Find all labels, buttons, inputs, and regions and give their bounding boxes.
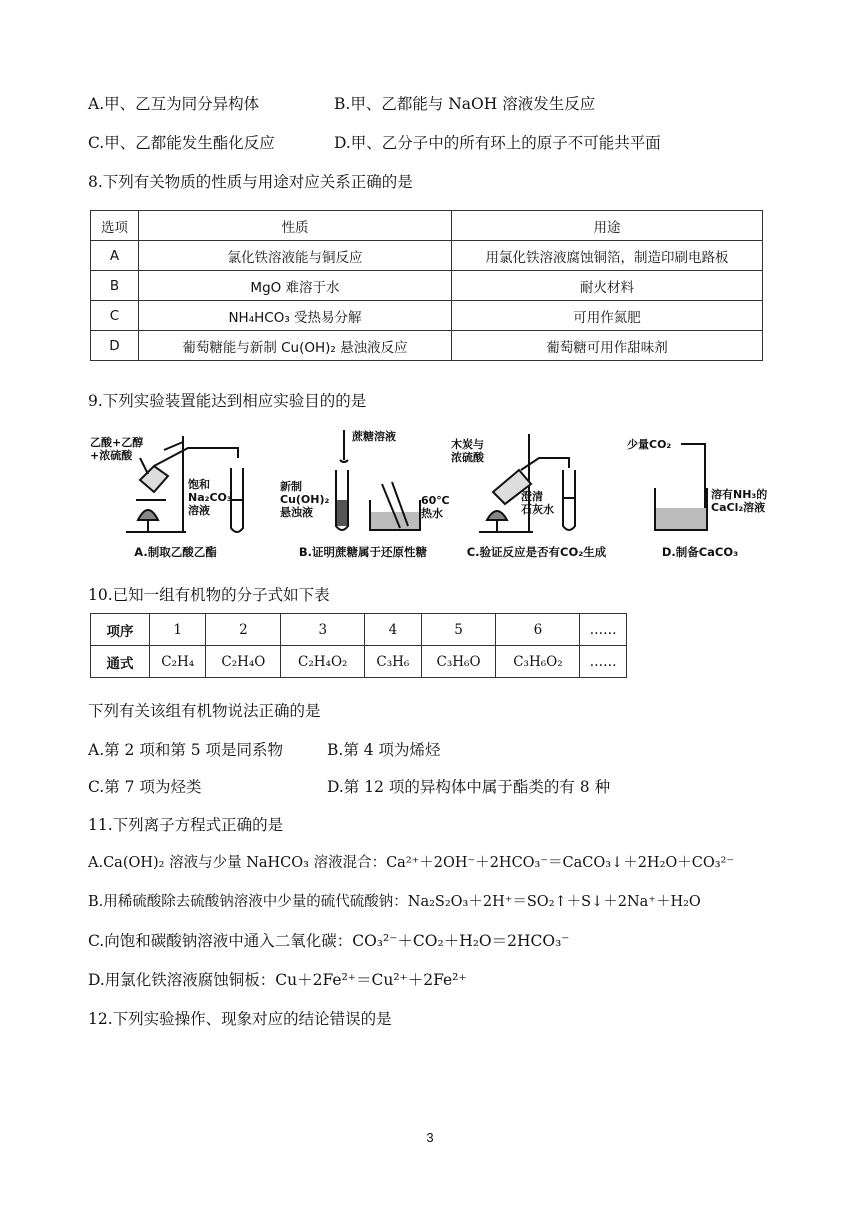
caption-b: B.证明蔗糖属于还原性糖 [298,545,428,559]
table-row [91,241,763,271]
q11-option-a: A.Ca(OH)₂ 溶液与少量 NaHCO₃ 溶液混合：Ca²⁺＋2OH⁻＋2HCO₃⁻＝CaCO₃↓＋2H₂O＋CO₃²⁻ [88,855,735,871]
table-row [91,271,763,301]
row-use: 葡萄糖可用作甜味剂 [452,331,763,361]
row-head-index: 项序 [91,614,150,646]
row-use: 用氯化铁溶液腐蚀铜箔，制造印刷电路板 [452,241,763,271]
row-property: 葡萄糖能与新制 Cu(OH)₂ 悬浊液反应 [139,331,452,361]
table-cell: …… [580,646,627,678]
caption-c: C.验证反应是否有CO₂生成 [466,545,607,559]
header-use: 用途 [452,211,763,241]
row-option: A [91,241,139,271]
q8-stem: 8.下列有关物质的性质与用途对应关系正确的是 [88,173,413,191]
table-row [91,646,627,678]
label-limewater: 澄清 石灰水 [521,490,554,516]
header-option: 选项 [91,211,139,241]
q10-stem: 10.已知一组有机物的分子式如下表 [88,586,330,604]
figure-b-reducing-sugar [278,428,448,560]
row-head-formula: 通式 [91,646,150,678]
table-cell: 6 [496,614,580,646]
table-cell: C₃H₆ [365,646,421,678]
table-row [91,331,763,361]
q10-question: 下列有关该组有机物说法正确的是 [88,702,321,720]
table-cell: 2 [206,614,281,646]
figure-d-caco3 [625,428,775,560]
q11-option-b: B.用稀硫酸除去硫酸钠溶液中少量的硫代硫酸钠：Na₂S₂O₃＋2H⁺＝SO₂↑＋S↓＋2Na⁺＋H₂O [88,894,701,910]
q11-option-c: C.向饱和碳酸钠溶液中通入二氧化碳：CO₃²⁻＋CO₂＋H₂O＝2HCO₃⁻ [88,932,570,950]
q10-table [90,613,627,678]
q11-stem: 11.下列离子方程式正确的是 [88,816,284,834]
row-property: 氯化铁溶液能与铜反应 [139,241,452,271]
q7-option-c: C.甲、乙都能发生酯化反应 [88,134,275,152]
table-cell: 5 [421,614,496,646]
label-hot-water: 60℃ 热水 [421,494,450,520]
q11-option-d: D.用氯化铁溶液腐蚀铜板：Cu＋2Fe²⁺＝Cu²⁺＋2Fe²⁺ [88,971,467,989]
table-row [91,614,627,646]
row-property: NH₄HCO₃ 受热易分解 [139,301,452,331]
caption-a: A.制取乙酸乙酯 [134,545,217,559]
q10-option-b: B.第 4 项为烯烃 [327,741,441,759]
table-cell: C₂H₄ [150,646,206,678]
table-cell: 4 [365,614,421,646]
label-sucrose: 蔗糖溶液 [352,430,396,443]
label-cuoh2: 新制 Cu(OH)₂ 悬浊液 [280,480,330,519]
table-cell: C₂H₄O₂ [281,646,365,678]
q8-table [90,210,763,361]
row-property: MgO 难溶于水 [139,271,452,301]
table-cell: C₃H₆O [421,646,496,678]
q10-option-a: A.第 2 项和第 5 项是同系物 [88,741,284,759]
table-cell: C₂H₄O [206,646,281,678]
table-row [91,301,763,331]
row-option: D [91,331,139,361]
table-cell: 3 [281,614,365,646]
label-carbon-acid: 木炭与 浓硫酸 [451,438,484,464]
row-use: 耐火材料 [452,271,763,301]
caption-d: D.制备CaCO₃ [661,545,739,559]
q7-option-d: D.甲、乙分子中的所有环上的原子不可能共平面 [334,134,661,152]
label-reactants: 乙酸+乙醇 +浓硫酸 [90,436,144,462]
label-cacl2: 溶有NH₃的 CaCl₂溶液 [711,488,768,514]
q9-stem: 9.下列实验装置能达到相应实验目的的是 [88,392,367,410]
q10-option-c: C.第 7 项为烃类 [88,778,202,796]
q12-stem: 12.下列实验操作、现象对应的结论错误的是 [88,1010,392,1028]
row-option: C [91,301,139,331]
figure-c-co2-check [449,428,624,560]
table-cell: C₃H₆O₂ [496,646,580,678]
header-property: 性质 [139,211,452,241]
q7-option-b: B.甲、乙都能与 NaOH 溶液发生反应 [334,95,596,113]
table-cell: …… [580,614,627,646]
table-header-row [91,211,763,241]
q10-option-d: D.第 12 项的异构体中属于酯类的有 8 种 [327,778,611,796]
figure-a-esterification [88,428,263,560]
label-na2co3: 饱和 Na₂CO₃ 溶液 [188,478,232,517]
row-use: 可用作氮肥 [452,301,763,331]
table-cell: 1 [150,614,206,646]
page-number: 3 [426,1130,434,1145]
row-option: B [91,271,139,301]
q7-option-a: A.甲、乙互为同分异构体 [88,95,260,113]
label-co2: 少量CO₂ [627,438,672,451]
